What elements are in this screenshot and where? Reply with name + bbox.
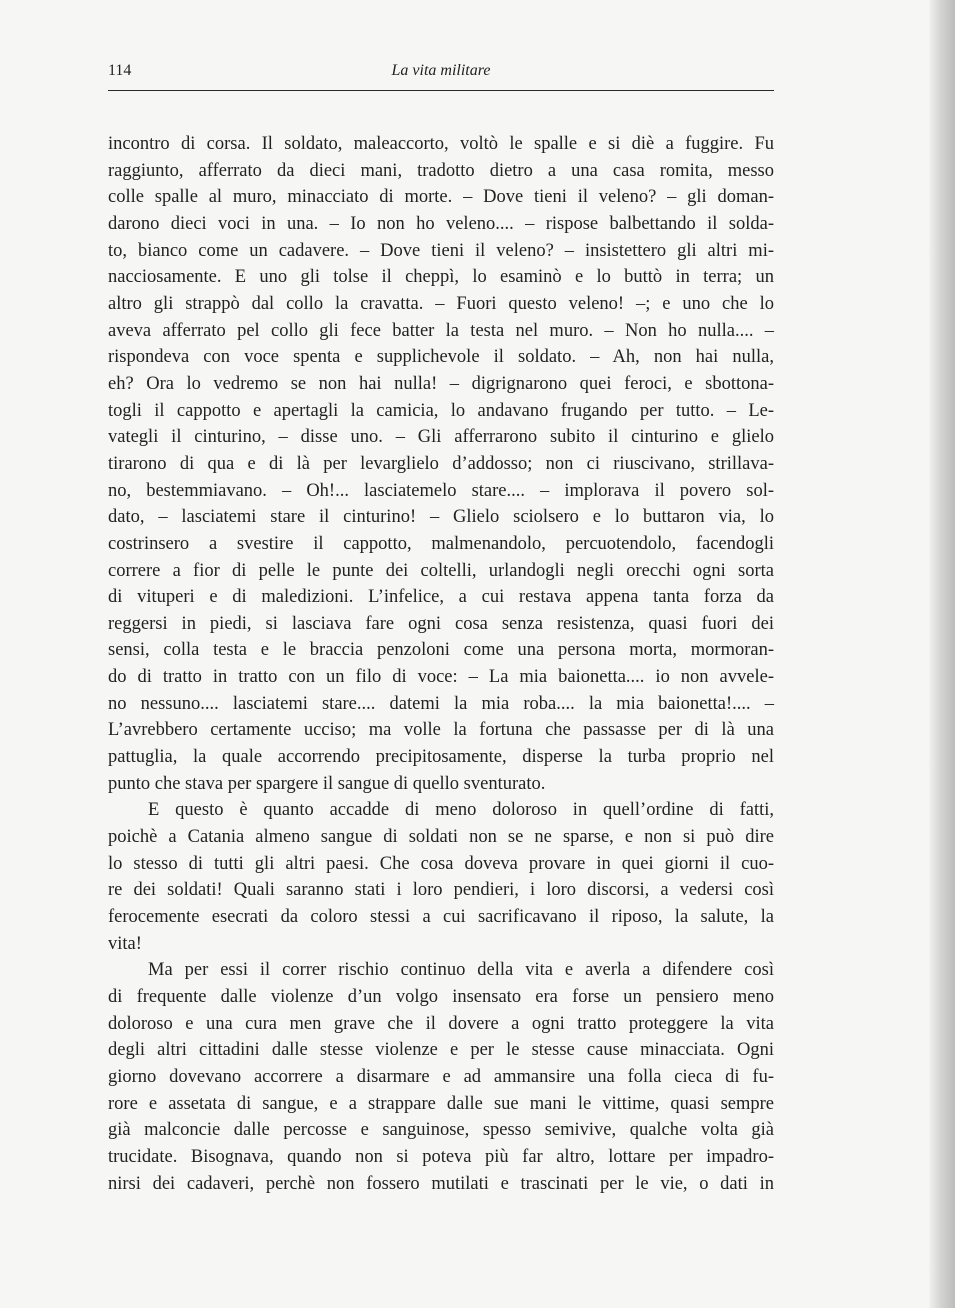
paragraph-first-line: E questo è quanto accadde di meno doloroso in quell’ordine di fatti,	[148, 800, 774, 821]
text-line: to, bianco come un cadavere. – Dove tieni il veleno? – insistettero gli altri mi-	[108, 240, 774, 261]
page-number: 114	[108, 62, 132, 79]
text-line: di frequente dalle violenze d’un volgo insensato era forse un pensiero meno	[108, 987, 774, 1007]
text-line: vategli il cinturino, – disse uno. – Gli afferrarono subito il cinturino e glielo	[108, 427, 774, 448]
paragraph-end-line: punto che stava per spargere il sangue di quello sventurato.	[108, 773, 546, 794]
book-page	[108, 56, 774, 1197]
text-line: do di tratto in tratto con un filo di voce: – La mia baionetta.... io non avvele-	[108, 667, 774, 688]
paragraph-first-line: Ma per essi il correr rischio continuo della vita e averla a difendere così	[148, 960, 774, 981]
text-line: eh? Ora lo vedremo se non hai nulla! – digrignarono quei feroci, e sbottona-	[108, 373, 774, 394]
text-line: pattuglia, la quale accorrendo precipitosamente, disperse la turba proprio nel	[108, 747, 774, 768]
text-line: trucidate. Bisognava, quando non si poteva più far altro, lottare per impadro-	[108, 1146, 774, 1167]
text-line: correre a fior di pelle le punte dei coltelli, urlandogli negli orecchi ogni sorta	[108, 560, 774, 581]
text-line: incontro di corsa. Il soldato, maleaccorto, voltò le spalle e si diè a fuggire. Fu	[108, 134, 774, 154]
running-head	[108, 56, 774, 91]
text-line: aveva afferrato pel collo gli fece batter la testa nel muro. – Non ho nulla.... –	[108, 320, 774, 341]
text-line: no nessuno.... lasciatemi stare.... datemi la mia roba.... la mia baionetta!.... –	[108, 693, 774, 714]
body-text	[108, 131, 774, 1197]
text-line: rispondeva con voce spenta e supplichevole il soldato. – Ah, non hai nulla,	[108, 347, 774, 368]
book-gutter-shadow	[929, 0, 955, 1308]
text-line: nirsi dei cadaveri, perchè non fossero mutilati e trascinati per le vie, o dati in	[108, 1173, 774, 1194]
text-line: degli altri cittadini dalle stesse violenze e per le stesse cause minacciata. Ogni	[108, 1040, 774, 1061]
text-line: raggiunto, afferrato da dieci mani, tradotto dietro a una casa romita, messo	[108, 160, 774, 181]
text-line: dato, – lasciatemi stare il cinturino! – Glielo sciolsero e lo buttaron via, lo	[108, 507, 774, 528]
text-line: no, bestemmiavano. – Oh!... lasciatemelo stare.... – implorava il povero sol-	[108, 480, 774, 501]
text-line: lo stesso di tutti gli altri paesi. Che cosa doveva provare in quei giorni il cuo-	[108, 853, 774, 874]
text-line: re dei soldati! Quali saranno stati i loro pendieri, i loro discorsi, a vedersi così	[108, 880, 774, 901]
text-line: costrinsero a svestire il cappotto, malmenandolo, percuotendolo, facendogli	[108, 533, 774, 554]
text-line: sensi, colla testa e le braccia penzoloni come una persona morta, mormoran-	[108, 640, 774, 661]
text-line: già malconcie dalle percosse e sanguinose, spesso semivive, qualche volta già	[108, 1120, 774, 1141]
text-line: rore e assetata di sangue, e a strappare dalle sue mani le vittime, quasi sempre	[108, 1093, 774, 1114]
text-line: giorno dovevano accorrere a disarmare e ad ammansire una folla cieca di fu-	[108, 1066, 774, 1087]
text-line: colle spalle al muro, minacciato di morte. – Dove tieni il veleno? – gli doman-	[108, 187, 774, 208]
text-line: nacciosamente. E uno gli tolse il cheppì, lo esaminò e lo buttò in terra; un	[108, 267, 774, 288]
text-line: altro gli strappò dal collo la cravatta. – Fuori questo veleno! –; e uno che lo	[108, 293, 774, 314]
text-line: di vituperi e di maledizioni. L’infelice, a cui restava appena tanta forza da	[108, 587, 774, 608]
text-line: tirarono di qua e di là per levarglielo d’addosso; non ci riuscivano, strillava-	[108, 453, 774, 474]
text-line: darono dieci voci in una. – Io non ho veleno.... – rispose balbettando il solda-	[108, 213, 774, 234]
text-line: reggersi in piedi, si lasciava fare ogni cosa senza resistenza, quasi fuori dei	[108, 613, 774, 634]
paragraph-end-line: vita!	[108, 933, 142, 954]
running-title: La vita militare	[391, 62, 491, 79]
text-line: L’avrebbero certamente ucciso; ma volle la fortuna che passasse per di là una	[108, 720, 774, 741]
text-line: poichè a Catania almeno sangue di soldati non se ne sparse, e non si può dire	[108, 827, 774, 848]
text-line: doloroso e una cura men grave che il dovere a ogni tratto proteggere la vita	[108, 1013, 774, 1034]
text-line: togli il cappotto e apertagli la camicia, lo andavano frugando per tutto. – Le-	[108, 400, 774, 421]
text-line: ferocemente esecrati da coloro stessi a cui sacrificavano il riposo, la salute, la	[108, 907, 774, 928]
